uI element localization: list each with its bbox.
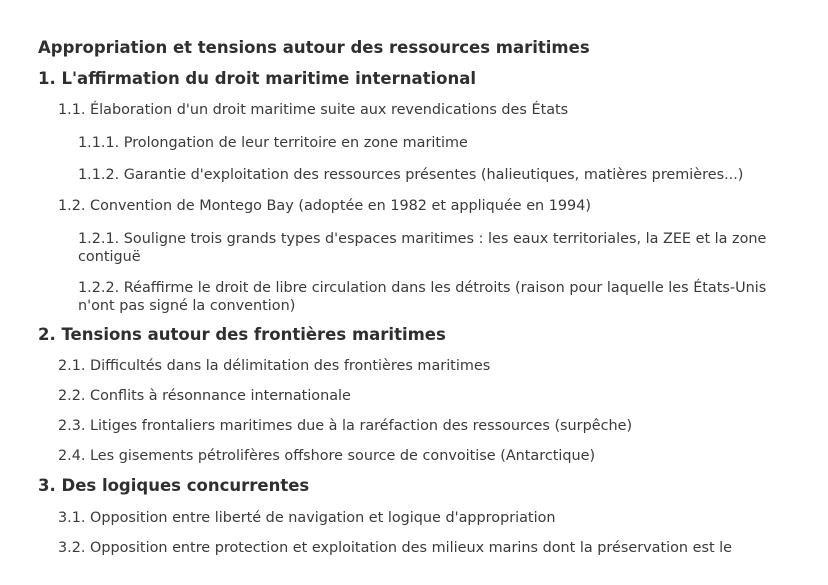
outline-item-1-2-1: 1.2.1. Souligne trois grands types d'espaces maritimes : les eaux territoriales, la ZEE et la zone contiguë (78, 231, 767, 265)
document-title: Appropriation et tensions autour des ressources maritimes (38, 38, 590, 57)
outline-item-2-1: 2.1. Difficultés dans la délimitation des frontières maritimes (58, 358, 491, 374)
outline-item-1-2: 1.2. Convention de Montego Bay (adoptée en 1982 et appliquée en 1994) (58, 198, 591, 214)
section-heading-1: 1. L'affirmation du droit maritime international (38, 69, 477, 88)
outline-item-1-1-1: 1.1.1. Prolongation de leur territoire en zone maritime (78, 135, 468, 151)
section-heading-2: 2. Tensions autour des frontières maritimes (38, 325, 446, 344)
outline-item-1-1: 1.1. Élaboration d'un droit maritime suite aux revendications des États (58, 102, 569, 118)
outline-item-3-2: 3.2. Opposition entre protection et exploitation des milieux marins dont la préservation est le (58, 540, 733, 556)
outline-item-3-1: 3.1. Opposition entre liberté de navigation et logique d'appropriation (58, 510, 556, 526)
outline-item-2-3: 2.3. Litiges frontaliers maritimes due à la raréfaction des ressources (surpêche) (58, 418, 633, 434)
outline-item-2-2: 2.2. Conflits à résonnance internationale (58, 388, 351, 404)
outline-item-1-2-2: 1.2.2. Réaffirme le droit de libre circulation dans les détroits (raison pour laquelle les États-Unis n'ont pas signé la convention) (78, 280, 767, 314)
outline-item-1-1-2: 1.1.2. Garantie d'exploitation des ressources présentes (halieutiques, matières premières...) (78, 167, 744, 183)
section-heading-3: 3. Des logiques concurrentes (38, 476, 310, 495)
outline-item-2-4: 2.4. Les gisements pétrolifères offshore source de convoitise (Antarctique) (58, 448, 596, 464)
